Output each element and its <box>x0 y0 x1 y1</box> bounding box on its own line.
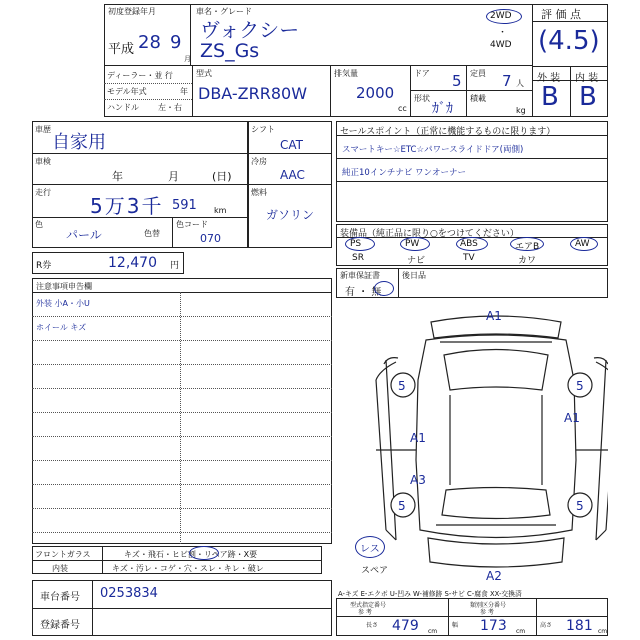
reg-year: 28 <box>138 32 161 53</box>
exterior-grade: B <box>541 82 559 112</box>
interior-grade: B <box>579 82 597 112</box>
shape-value: ｶﾞｶ <box>432 101 453 117</box>
color-label: 色 <box>35 220 43 229</box>
car-name: ヴォクシー <box>200 18 300 42</box>
length-label: 長さ <box>366 622 379 629</box>
shift-value: CAT <box>280 138 303 152</box>
reg-label: 登録番号 <box>40 620 80 631</box>
height-unit: cm <box>598 628 608 635</box>
capacity-label: 定員 <box>470 69 486 78</box>
load-unit: kg <box>516 106 526 115</box>
length-value: 479 <box>392 618 419 634</box>
color-swap-label: 色替 <box>144 229 160 238</box>
height-label: 高さ <box>540 622 553 629</box>
note-line-1: 外装 小A・小U <box>36 299 90 308</box>
fuel-value: ガソリン <box>266 208 315 222</box>
type-label: 型式 <box>196 69 212 78</box>
sales-point-line-2: 純正10インチナビ ワンオーナー <box>342 168 467 178</box>
equip-pw: PW <box>405 239 420 249</box>
equip-leather: カワ <box>518 256 537 266</box>
spare-label: スペア <box>361 566 389 576</box>
class-label: 型式指定番号 <box>350 602 387 609</box>
color-code-label: 色コード <box>176 220 208 229</box>
handle-value: 左・右 <box>158 103 182 112</box>
warranty-value: 有 ・ 無 <box>345 287 382 298</box>
front-glass-options: キズ・飛石・ヒビ割・リペア跡・X要 <box>124 550 258 559</box>
drive-4wd: 4WD <box>490 40 512 50</box>
inspection-month: 月 <box>168 170 179 183</box>
equip-tv: TV <box>463 253 475 263</box>
damage-left-rear-a3: A3 <box>410 473 426 487</box>
sales-points-label: セールスポイント（正常に機能するものに限ります） <box>340 127 556 137</box>
category-label: 類別区分番号 <box>470 602 507 609</box>
interior-cond-options: キズ・汚レ・コゲ・穴・スレ・キレ・破レ <box>112 564 264 573</box>
equip-aw: AW <box>575 239 590 249</box>
ref-label-2: 参 考 <box>480 609 494 616</box>
chassis-label: 車台番号 <box>40 592 80 603</box>
model-year-unit: 年 <box>180 87 188 96</box>
type-value: DBA-ZRR80W <box>198 84 308 103</box>
drive-2wd: 2WD <box>490 11 512 21</box>
ac-value: AAC <box>280 168 305 182</box>
color-value: パール <box>66 228 102 242</box>
chassis-value: 0253834 <box>100 586 158 601</box>
first-reg-label: 初度登録年月 <box>108 7 156 16</box>
drive-dot: ・ <box>498 28 508 38</box>
inspection-year: 年 <box>112 170 123 183</box>
equip-ps: PS <box>350 239 362 249</box>
capacity-value: 7 <box>502 72 512 90</box>
spare-mark: レス <box>360 544 380 555</box>
equip-airbag: エアB <box>515 242 540 252</box>
damage-left-front-tire: 5 <box>398 379 406 393</box>
month-unit: 月 <box>184 55 191 63</box>
front-glass-label: フロントガラス <box>35 550 91 559</box>
ref-label-1: 参 考 <box>358 609 372 616</box>
equip-navi: ナビ <box>407 256 426 266</box>
car-grade: ZS_Gs <box>200 40 260 62</box>
shift-label: シフト <box>251 125 275 134</box>
ac-label: 冷房 <box>251 157 267 166</box>
damage-right-side-a1: A1 <box>564 411 580 425</box>
sales-point-line-1: スマートキー☆ETC☆パワースライドドア(両側) <box>342 145 524 155</box>
displacement-value: 2000 <box>356 84 395 102</box>
warranty-label: 新車保証書 <box>340 271 380 280</box>
equip-abs: ABS <box>460 239 478 249</box>
fuel-label: 燃料 <box>251 188 267 197</box>
shape-label: 形状 <box>414 94 430 103</box>
era: 平成 <box>108 42 135 57</box>
equipment-label: 装備品（純正品に限り○をつけてください） <box>340 229 519 239</box>
mileage-unit: km <box>214 206 227 215</box>
damage-legend: A-キズ E-エクボ U-凹み W-補修跡 S-サビ C-腐食 XX-交換済 <box>338 590 522 598</box>
capacity-unit: 人 <box>516 79 524 88</box>
interior-label: 内 装 <box>575 73 599 84</box>
damage-front-a1: A1 <box>486 309 502 323</box>
damage-rear-a2: A2 <box>486 569 502 583</box>
damage-left-rear-tire: 5 <box>398 499 406 513</box>
damage-right-front-tire: 5 <box>576 379 584 393</box>
displacement-label: 排気量 <box>334 69 358 78</box>
width-label: 幅 <box>452 622 459 629</box>
width-value: 173 <box>480 618 507 634</box>
use-label: 車歴 <box>35 125 51 134</box>
handle-label: ハンドル <box>107 103 139 112</box>
note-line-2: ホイール キズ <box>36 323 87 332</box>
length-unit: cm <box>428 628 438 635</box>
color-code-value: 070 <box>200 232 221 245</box>
recycle-label: R券 <box>36 261 52 271</box>
inspection-label: 車検 <box>35 157 51 166</box>
recycle-value: 12,470 <box>108 255 157 271</box>
exterior-label: 外 装 <box>537 73 561 84</box>
notes-label: 注意事項申告欄 <box>36 282 92 291</box>
inspection-day: (日) <box>212 170 232 183</box>
door-label: ドア <box>414 69 430 78</box>
mileage-label: 走行 <box>35 188 51 197</box>
displacement-unit: cc <box>398 104 407 113</box>
dealer-label: ディーラー・並 行 <box>107 71 173 80</box>
grade-eval-label: 評 価 点 <box>541 8 581 21</box>
mileage-digits: 591 <box>172 198 197 213</box>
recycle-unit: 円 <box>170 261 180 271</box>
use-value: 自家用 <box>52 132 106 153</box>
reg-month: 9 <box>170 32 182 53</box>
load-label: 積載 <box>470 94 486 103</box>
car-name-label: 車名・グレード <box>196 7 252 16</box>
equip-sr: SR <box>352 253 364 263</box>
width-unit: cm <box>516 628 526 635</box>
after-label: 後日品 <box>402 271 426 280</box>
interior-cond-label: 内装 <box>52 564 68 573</box>
notes-block <box>32 278 332 544</box>
model-year-label: モデル年式 <box>107 87 147 96</box>
overall-score: (4.5) <box>538 26 600 56</box>
mileage-value: 5万3千 <box>90 194 164 218</box>
damage-right-rear-tire: 5 <box>576 499 584 513</box>
door-value: 5 <box>452 72 462 90</box>
damage-left-side-a1: A1 <box>410 431 426 445</box>
height-value: 181 <box>566 618 593 634</box>
